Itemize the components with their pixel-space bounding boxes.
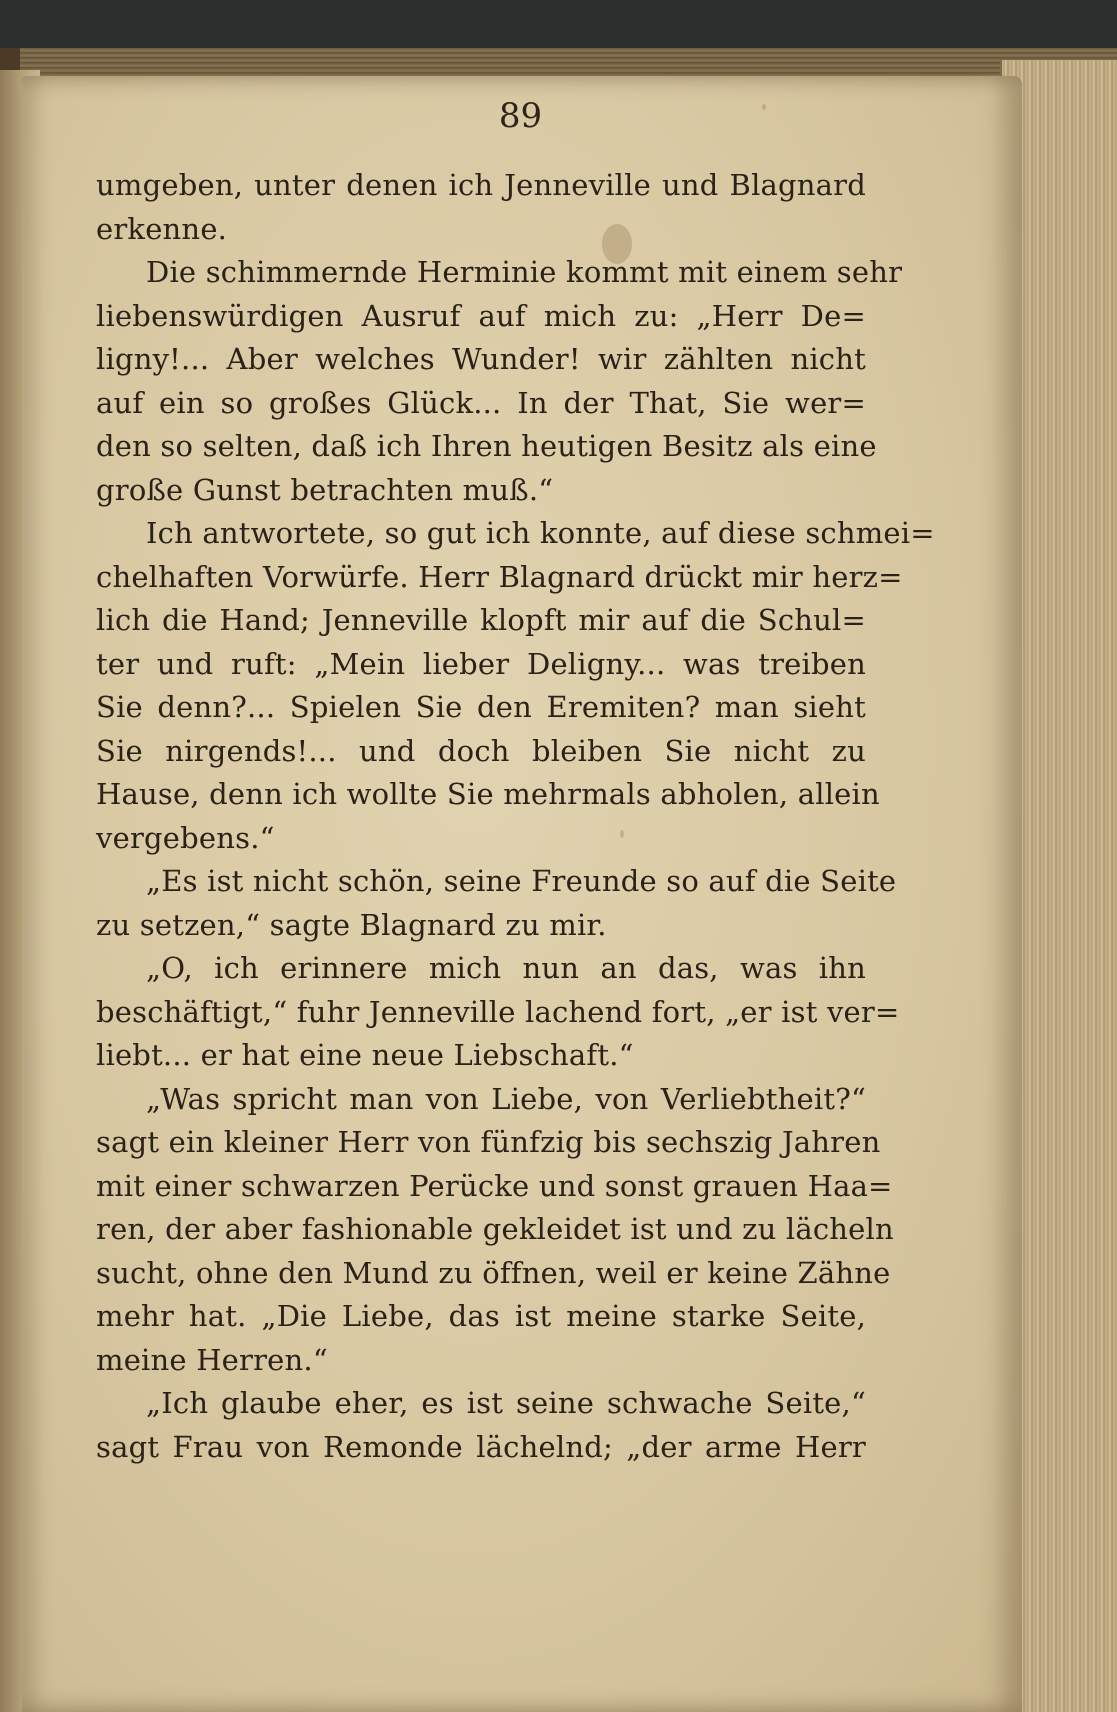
text-line: meine Herren.“ xyxy=(96,1342,328,1377)
text-line: „O, ich erinnere mich nun an das, was ihn xyxy=(146,951,866,985)
text-line: Die schimmernde Herminie kommt mit einem sehr xyxy=(146,255,903,289)
text-line: sagt ein kleiner Herr von fünfzig bis sechszig Jahren xyxy=(96,1125,881,1159)
page-number: 89 xyxy=(498,96,543,136)
text-line: vergebens.“ xyxy=(96,820,275,855)
page-body-text xyxy=(96,164,935,1469)
text-line: ren, der aber fashionable gekleidet ist und zu lächeln xyxy=(96,1212,894,1246)
text-line: mehr hat. „Die Liebe, das ist meine starke Seite, xyxy=(96,1299,866,1333)
text-line: lich die Hand; Jenneville klopft mir auf die Schul= xyxy=(96,603,866,637)
text-line: „Ich glaube eher, es ist seine schwache Seite,“ xyxy=(146,1386,866,1420)
text-line: chelhaften Vorwürfe. Herr Blagnard drückt mir herz= xyxy=(96,559,903,594)
text-line: ligny!... Aber welches Wunder! wir zählten nicht xyxy=(96,342,866,376)
text-line: auf ein so großes Glück... In der That, Sie wer= xyxy=(96,385,866,420)
text-line: große Gunst betrachten muß.“ xyxy=(96,472,554,507)
text-line: den so selten, daß ich Ihren heutigen Besitz als eine xyxy=(96,429,877,463)
text-line: sagt Frau von Remonde lächelnd; „der arme Herr xyxy=(96,1429,866,1464)
text-line: umgeben, unter denen ich Jenneville und Blagnard xyxy=(96,168,866,202)
text-line: ter und ruft: „Mein lieber Deligny... was treiben xyxy=(96,646,866,681)
text-line: mit einer schwarzen Perücke und sonst grauen Haa= xyxy=(96,1168,893,1203)
text-line: beschäftigt,“ fuhr Jenneville lachend fort, „er ist ver= xyxy=(96,994,900,1029)
text-line: Ich antwortete, so gut ich konnte, auf diese schmei= xyxy=(146,516,935,550)
text-line: sucht, ohne den Mund zu öffnen, weil er keine Zähne xyxy=(96,1255,891,1290)
text-line: „Was spricht man von Liebe, von Verliebtheit?“ xyxy=(146,1081,866,1116)
text-line: Sie denn?... Spielen Sie den Eremiten? man sieht xyxy=(96,690,866,724)
text-line: liebenswürdigen Ausruf auf mich zu: „Herr De= xyxy=(96,298,866,333)
text-line: Sie nirgends!... und doch bleiben Sie nicht zu xyxy=(96,733,866,768)
text-line: „Es ist nicht schön, seine Freunde so auf die Seite xyxy=(146,864,897,898)
text-line: Hause, denn ich wollte Sie mehrmals abholen, allein xyxy=(96,777,880,811)
text-line: zu setzen,“ sagte Blagnard zu mir. xyxy=(96,907,607,942)
text-line: liebt... er hat eine neue Liebschaft.“ xyxy=(96,1038,634,1072)
text-line: erkenne. xyxy=(96,211,228,246)
